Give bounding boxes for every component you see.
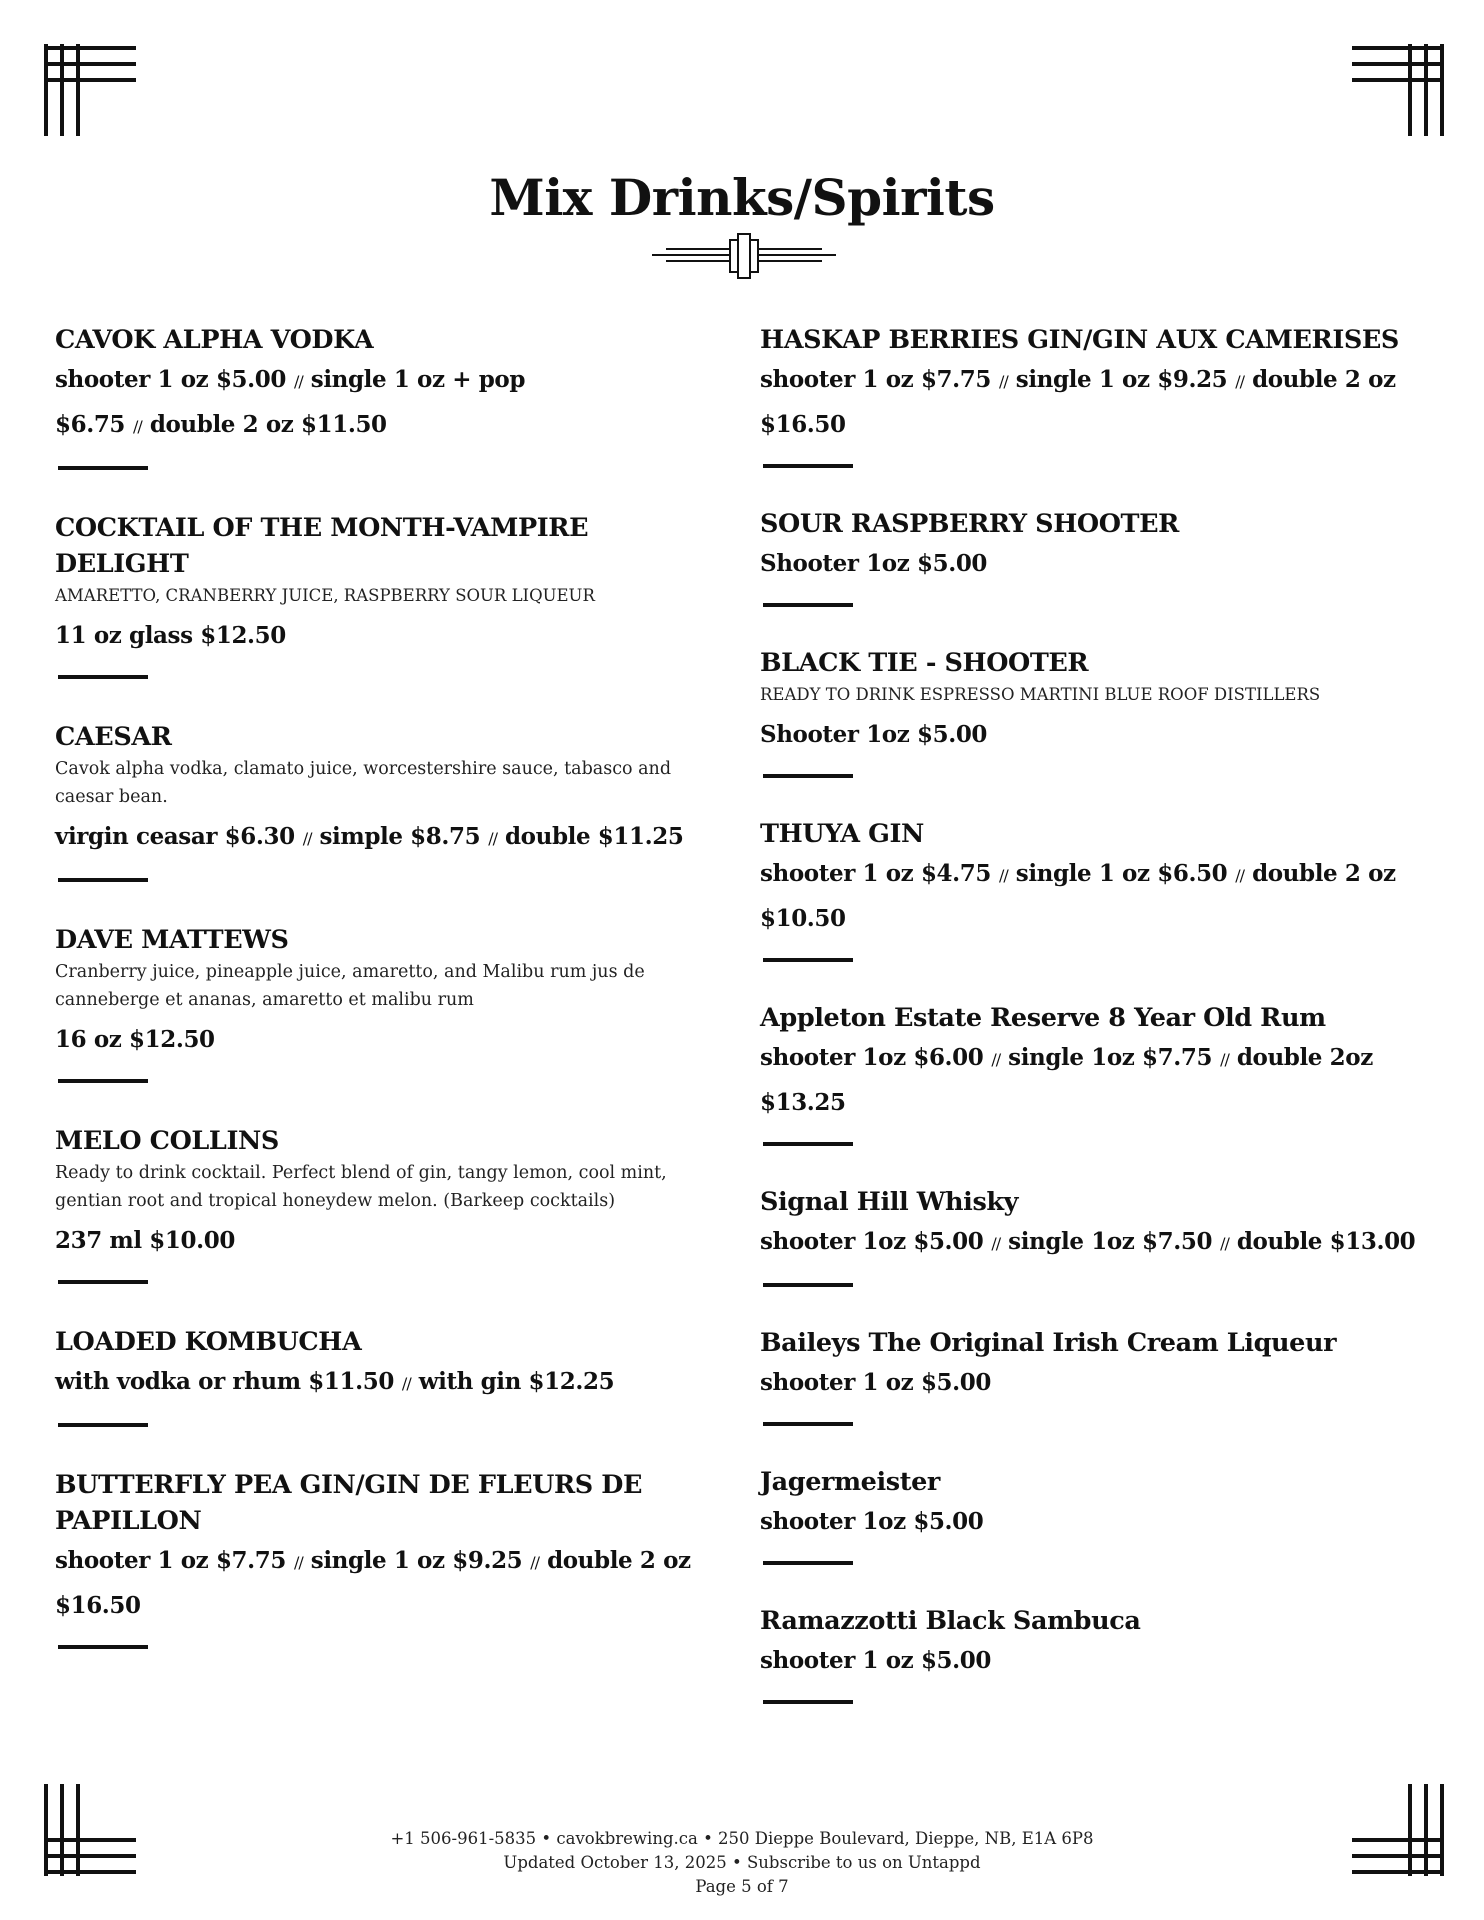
item-name: Appleton Estate Reserve 8 Year Old Rum xyxy=(760,1003,1326,1033)
item-divider xyxy=(58,878,148,882)
item-prices xyxy=(760,1036,1440,1124)
price-option: double $11.25 xyxy=(505,823,684,850)
page-title: Mix Drinks/Spirits xyxy=(489,168,995,227)
price-option: single 1 oz $9.25 xyxy=(310,1547,523,1574)
price-option: simple $8.75 xyxy=(319,823,481,850)
item-divider xyxy=(58,1280,148,1284)
price-option: double 2oz $13.25 xyxy=(760,1044,1373,1116)
price-option: single 1oz $7.75 xyxy=(1008,1044,1213,1071)
price-option: single 1 oz + pop $6.75 xyxy=(55,366,526,438)
price-option: 16 oz $12.50 xyxy=(55,1026,215,1053)
menu-item xyxy=(55,1467,705,1649)
price-option: double 2 oz $10.50 xyxy=(760,860,1396,932)
item-prices xyxy=(760,542,1440,585)
item-name: DAVE MATTEWS xyxy=(55,925,289,955)
menu-column-left xyxy=(55,322,705,1689)
menu-item xyxy=(55,922,705,1083)
item-divider xyxy=(763,774,853,778)
item-name: COCKTAIL OF THE MONTH-VAMPIRE DELIGHT xyxy=(55,513,589,579)
item-divider xyxy=(58,675,148,679)
item-name: BUTTERFLY PEA GIN/GIN DE FLEURS DE PAPILLON xyxy=(55,1470,643,1536)
menu-item xyxy=(55,322,705,470)
menu-item xyxy=(760,1184,1440,1287)
price-option: Shooter 1oz $5.00 xyxy=(760,721,988,748)
item-prices xyxy=(55,1360,705,1405)
price-option: 237 ml $10.00 xyxy=(55,1227,235,1254)
item-description: Ready to drink cocktail. Perfect blend of gin, tangy lemon, cool mint, gentian root and tropical honeydew melon. (Barkeep cocktails) xyxy=(55,1163,667,1211)
price-separator: // xyxy=(293,372,303,391)
item-prices xyxy=(760,852,1440,940)
price-option: shooter 1 oz $7.75 xyxy=(760,366,991,393)
price-option: shooter 1oz $6.00 xyxy=(760,1044,984,1071)
price-separator: // xyxy=(293,1553,303,1572)
item-prices xyxy=(760,1361,1440,1404)
item-description: Cranberry juice, pineapple juice, amaretto, and Malibu rum jus de canneberge et ananas, amaretto et malibu rum xyxy=(55,962,645,1010)
price-option: single 1 oz $6.50 xyxy=(1015,860,1228,887)
price-option: single 1oz $7.50 xyxy=(1008,1228,1213,1255)
price-option: Shooter 1oz $5.00 xyxy=(760,550,988,577)
item-name: Signal Hill Whisky xyxy=(760,1187,1019,1217)
item-divider xyxy=(58,1645,148,1649)
price-option: single 1 oz $9.25 xyxy=(1015,366,1228,393)
menu-item xyxy=(55,510,705,679)
menu-item xyxy=(760,1464,1440,1565)
price-option: with gin $12.25 xyxy=(418,1368,615,1395)
item-name: MELO COLLINS xyxy=(55,1126,279,1156)
item-name: HASKAP BERRIES GIN/GIN AUX CAMERISES xyxy=(760,325,1399,355)
price-separator: // xyxy=(1220,1234,1229,1253)
item-divider xyxy=(763,1561,853,1565)
menu-item xyxy=(760,1603,1440,1704)
menu-item xyxy=(55,1123,705,1284)
menu-item xyxy=(760,1325,1440,1426)
footer-page-number: Page 5 of 7 xyxy=(695,1877,789,1896)
price-option: shooter 1oz $5.00 xyxy=(760,1508,984,1535)
price-option: double 2 oz $16.50 xyxy=(760,366,1396,438)
price-option: shooter 1 oz $4.75 xyxy=(760,860,991,887)
corner-ornament-top-right xyxy=(1352,44,1444,136)
item-prices xyxy=(760,1220,1440,1265)
footer-contact: +1 506-961-5835 • cavokbrewing.ca • 250 Dieppe Boulevard, Dieppe, NB, E1A 6P8 xyxy=(390,1829,1094,1848)
item-divider xyxy=(58,1423,148,1427)
item-name: SOUR RASPBERRY SHOOTER xyxy=(760,509,1179,539)
price-separator: // xyxy=(488,829,497,848)
menu-item xyxy=(760,816,1440,962)
item-divider xyxy=(763,1700,853,1704)
item-name: Baileys The Original Irish Cream Liqueur xyxy=(760,1328,1337,1358)
price-separator: // xyxy=(998,372,1008,391)
item-name: LOADED KOMBUCHA xyxy=(55,1327,362,1357)
item-prices xyxy=(55,1018,705,1061)
item-prices xyxy=(760,358,1440,446)
item-name: Jagermeister xyxy=(760,1467,940,1497)
item-description: READY TO DRINK ESPRESSO MARTINI BLUE ROOF DISTILLERS xyxy=(760,685,1321,704)
price-separator: // xyxy=(133,417,142,436)
menu-item xyxy=(760,645,1440,778)
item-divider xyxy=(763,1142,853,1146)
price-option: shooter 1 oz $5.00 xyxy=(55,366,286,393)
item-prices xyxy=(55,358,705,448)
menu-item xyxy=(55,719,705,882)
price-option: 11 oz glass $12.50 xyxy=(55,622,286,649)
price-separator: // xyxy=(1235,372,1245,391)
item-divider xyxy=(763,1283,853,1287)
menu-item xyxy=(55,1324,705,1427)
item-description: AMARETTO, CRANBERRY JUICE, RASPBERRY SOUR LIQUEUR xyxy=(55,586,595,605)
price-option: double 2 oz $16.50 xyxy=(55,1547,691,1619)
item-divider xyxy=(763,1422,853,1426)
menu-item xyxy=(760,1000,1440,1146)
item-description: Cavok alpha vodka, clamato juice, worcestershire sauce, tabasco and caesar bean. xyxy=(55,759,672,807)
price-option: shooter 1 oz $7.75 xyxy=(55,1547,286,1574)
price-option: with vodka or rhum $11.50 xyxy=(55,1368,394,1395)
price-option: virgin ceasar $6.30 xyxy=(55,823,295,850)
item-divider xyxy=(58,1079,148,1083)
item-prices xyxy=(55,1219,705,1262)
price-option: shooter 1oz $5.00 xyxy=(760,1228,984,1255)
item-name: Ramazzotti Black Sambuca xyxy=(760,1606,1141,1636)
item-prices xyxy=(760,1639,1440,1682)
item-prices xyxy=(55,815,705,860)
item-divider xyxy=(58,466,148,470)
menu-item xyxy=(760,322,1440,468)
title-ornament xyxy=(652,232,836,280)
item-divider xyxy=(763,603,853,607)
price-separator: // xyxy=(401,1374,411,1393)
menu-item xyxy=(760,506,1440,607)
item-prices xyxy=(760,713,1440,756)
price-separator: // xyxy=(991,1234,1001,1253)
item-name: THUYA GIN xyxy=(760,819,924,849)
item-prices xyxy=(760,1500,1440,1543)
price-separator: // xyxy=(998,866,1008,885)
price-separator: // xyxy=(530,1553,540,1572)
price-option: double $13.00 xyxy=(1236,1228,1416,1255)
price-separator: // xyxy=(1220,1050,1229,1069)
price-option: shooter 1 oz $5.00 xyxy=(760,1647,991,1674)
item-name: CAESAR xyxy=(55,722,172,752)
footer-updated: Updated October 13, 2025 • Subscribe to us on Untappd xyxy=(503,1853,981,1872)
price-option: shooter 1 oz $5.00 xyxy=(760,1369,991,1396)
item-divider xyxy=(763,464,853,468)
price-separator: // xyxy=(991,1050,1001,1069)
item-name: CAVOK ALPHA VODKA xyxy=(55,325,374,355)
menu-column-right xyxy=(760,322,1440,1742)
item-prices xyxy=(55,1539,705,1627)
price-separator: // xyxy=(1235,866,1245,885)
item-divider xyxy=(763,958,853,962)
corner-ornament-top-left xyxy=(44,44,136,136)
item-name: BLACK TIE - SHOOTER xyxy=(760,648,1089,678)
price-separator: // xyxy=(302,829,312,848)
price-option: double 2 oz $11.50 xyxy=(149,411,387,438)
item-prices xyxy=(55,614,705,657)
